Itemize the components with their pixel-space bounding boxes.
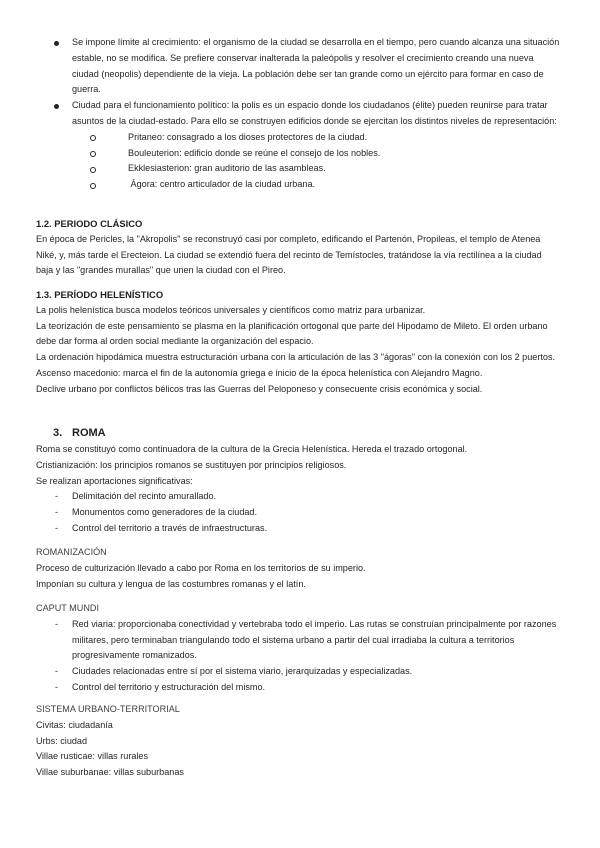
dash-item-text: Delimitación del recinto amurallado. xyxy=(72,491,217,502)
circle-bullet-icon xyxy=(90,167,96,173)
paragraph: Cristianización: los principios romanos se sustituyen por principios religiosos. xyxy=(36,459,347,470)
paragraph: En época de Pericles, la "Akropolis" se reconstruyó casi por completo, edificando el Partenón, Propileas, el templo de Atenea Niké, y, más tarde el Erecteion. La ciudad se extendió fuera del recinto de Temístocles, tratándose la vía rectilínea a la ciudad baja y las "grandes murallas" que unen la ciudad con el Pireo. xyxy=(36,233,542,276)
paragraph: Proceso de culturización llevado a cabo por Roma en los territorios de su imperio. xyxy=(36,562,366,573)
subsection-heading: ROMANIZACIÓN xyxy=(36,547,107,557)
paragraph: Roma se constituyó como continuadora de la cultura de la Grecia Helenística. Hereda el trazado ortogonal. xyxy=(36,444,468,454)
dash-list-item xyxy=(36,489,560,505)
dash-marker: - xyxy=(55,507,59,518)
dash-marker: - xyxy=(55,522,59,533)
dash-marker: - xyxy=(55,618,59,629)
bullet-text: Ciudad para el funcionamiento político: la polis es un espacio donde los ciudadanos (élite) pueden reunirse para tratar asuntos de la ciudad-estado. Para ello se construyen edificios donde se ejercitan los distintos niveles de representación: xyxy=(72,100,557,126)
paragraph: Declive urbano por conflictos bélicos tras las Guerras del Peloponeso y consecuente crisis económica y social. xyxy=(36,383,483,394)
dash-item-text: Red viaria: proporcionaba conectividad y vertebraba todo el imperio. Las rutas se construían principalmente por razones militares, pero terminaban triangulando todo el sistema urbano a partir del cual irradiaba la cultura a territorios progresivamente romanizados. xyxy=(72,618,557,661)
definition-line: Villae suburbanae: villas suburbanas xyxy=(36,767,184,778)
section-helenistico xyxy=(36,287,560,398)
chapter-heading xyxy=(36,424,560,442)
definition-line: Civitas: ciudadanía xyxy=(36,719,113,730)
dash-item-text: Monumentos como generadores de la ciudad. xyxy=(72,507,258,518)
section-romanizacion xyxy=(36,545,560,592)
section-caput-mundi xyxy=(36,601,560,696)
paragraph: La ordenación hipodámica muestra estructuración urbana con la articulación de las 3 "ágoras" con la conexión con los 2 puertos. xyxy=(36,352,556,363)
dash-marker: - xyxy=(55,491,59,502)
circle-bullet-icon xyxy=(90,135,96,141)
paragraph: Imponían su cultura y lengua de las costumbres romanas y el latín. xyxy=(36,578,306,589)
dash-item-text: Control del territorio a través de infraestructuras. xyxy=(72,522,268,533)
definition-line: Urbs: ciudad xyxy=(36,735,88,746)
bullet-dot-icon xyxy=(54,104,59,109)
dash-list-item xyxy=(36,617,560,664)
paragraph: La teorización de este pensamiento se plasma en la planificación ortogonal que parte del Hipodamo de Mileto. El orden urbano debe dar forma al orden social mediante la organización del espacio. xyxy=(36,320,548,347)
subsection-heading: SISTEMA URBANO-TERRITORIAL xyxy=(36,704,180,714)
sub-item-text: Ekklesiasterion: gran auditorio de las asambleas. xyxy=(128,163,326,174)
circle-bullet-icon xyxy=(90,151,96,157)
subsection-heading: CAPUT MUNDI xyxy=(36,603,99,613)
dash-marker: - xyxy=(55,666,59,677)
section-heading: 1.2. PERIODO CLÁSICO xyxy=(36,218,143,229)
dash-list-item xyxy=(36,680,560,696)
bullet-text: Se impone límite al crecimiento: el organismo de la ciudad se desarrolla en el tiempo, pero cuando alcanza una situación estable, no se modifica. Se prefiere conservar inalterada la paleópolis y resolver el crecimiento creando una nueva ciudad (neopolis) dependiente de la vieja. La población debe ser tan grande como un ejército para formar en caso de guerra. xyxy=(72,37,560,95)
sub-item-text: Pritaneo: consagrado a los dioses protectores de la ciudad. xyxy=(128,131,368,142)
dash-list-item xyxy=(36,664,560,680)
paragraph: Ascenso macedonio: marca el fin de la autonomía griega e inicio de la época helenística con Alejandro Magno. xyxy=(36,367,483,378)
paragraph: La polis helenística busca modelos teóricos universales y científicos como matriz para urbanizar. xyxy=(36,304,426,315)
bullet-item xyxy=(36,98,560,130)
section-roma xyxy=(36,424,560,537)
section-sistema-urbano xyxy=(36,702,560,781)
dash-item-text: Ciudades relacionadas entre sí por el sistema viario, jerarquizadas y especializadas. xyxy=(72,666,413,677)
definition-line: Villae rusticae: villas rurales xyxy=(36,751,149,762)
bullet-dot-icon xyxy=(54,41,59,46)
paragraph: Se realizan aportaciones significativas: xyxy=(36,475,193,486)
dash-item-text: Control del territorio y estructuración del mismo. xyxy=(72,681,266,692)
sub-list-item xyxy=(72,130,560,146)
sub-list-item xyxy=(72,177,560,193)
section-heading: 1.3. PERÍODO HELENÍSTICO xyxy=(36,289,164,300)
sub-list-item xyxy=(72,146,560,162)
chapter-number: 3. xyxy=(53,427,63,439)
dash-marker: - xyxy=(55,681,59,692)
dash-list-item xyxy=(36,521,560,537)
sub-list-item xyxy=(72,161,560,177)
circle-bullet-icon xyxy=(90,183,96,189)
section-clasico xyxy=(36,216,560,279)
chapter-title: ROMA xyxy=(72,427,106,439)
sub-item-text: Ágora: centro articulador de la ciudad urbana. xyxy=(128,179,316,190)
dash-list-item xyxy=(36,505,560,521)
sub-item-text: Bouleuterion: edificio donde se reúne el consejo de los nobles. xyxy=(128,147,381,158)
bullet-item xyxy=(36,35,560,98)
bullet-list-top xyxy=(36,35,560,193)
